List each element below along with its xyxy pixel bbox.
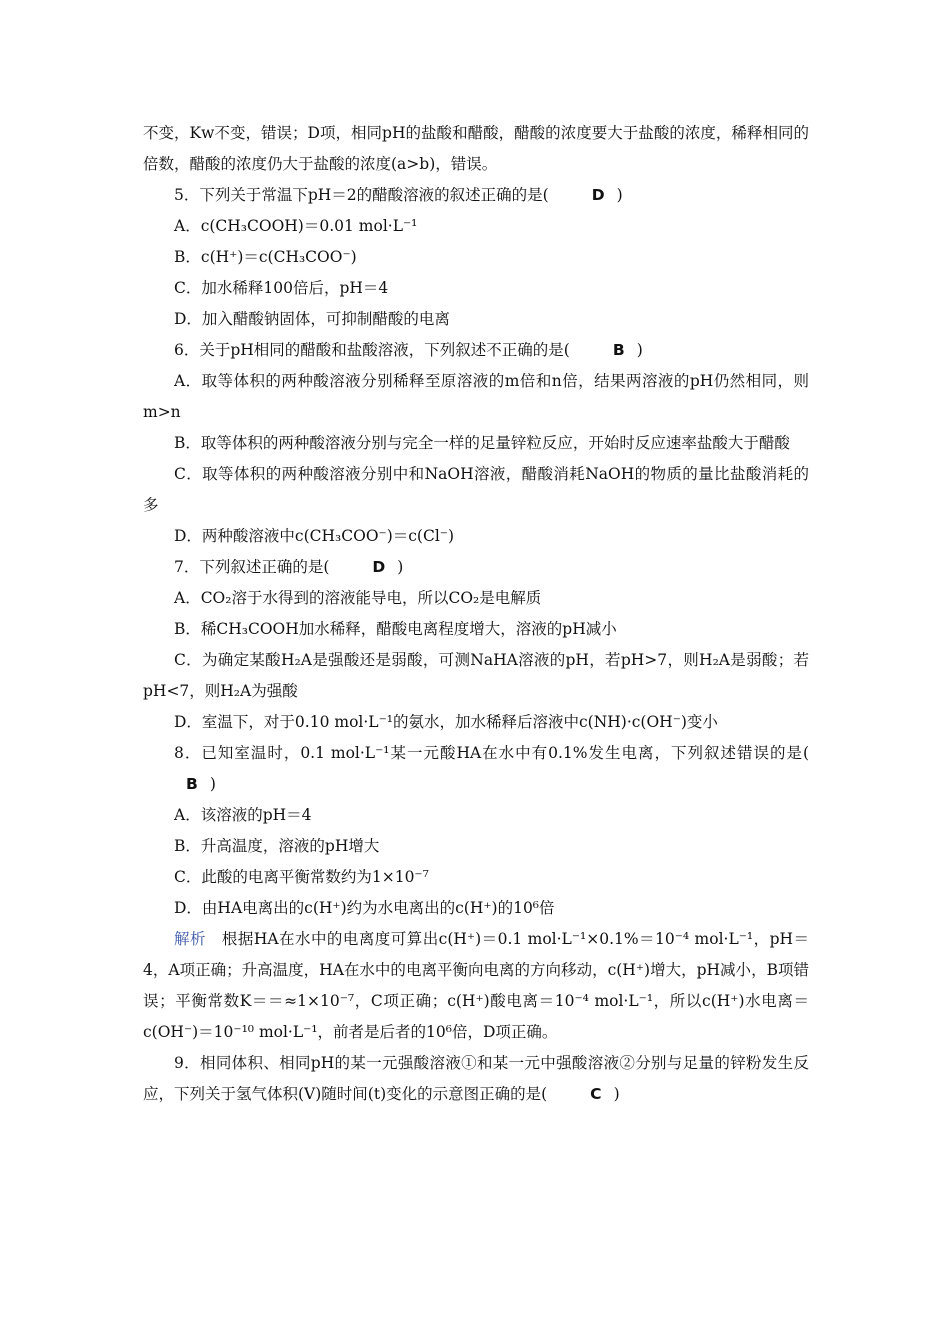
answer-5: D (591, 186, 605, 204)
option-8d: D．由HA电离出的c(H⁺)约为水电离出的c(H⁺)的10⁶倍 (174, 899, 555, 917)
option-7a: A．CO₂溶于水得到的溶液能导电，所以CO₂是电解质 (174, 589, 542, 607)
option-5d: D．加入醋酸钠固体，可抑制醋酸的电离 (174, 310, 450, 328)
answer-8: B (186, 775, 198, 793)
option-5a: A．c(CH₃COOH)＝0.01 mol·L⁻¹ (174, 217, 418, 235)
option-5b: B．c(H⁺)＝c(CH₃COO⁻) (174, 248, 357, 266)
option-6b: B．取等体积的两种酸溶液分别与完全一样的足量锌粒反应，开始时反应速率盐酸大于醋酸 (174, 434, 790, 452)
option-7c: C．为确定某酸H₂A是强酸还是弱酸，可测NaHA溶液的pH，若pH>7，则H₂A是弱酸；若pH<7，则H₂A为强酸 (143, 651, 809, 700)
question-9: 9．相同体积、相同pH的某一元强酸溶液①和某一元中强酸溶液②分别与足量的锌粉发生反应，下列关于氢气体积(V)随时间(t)变化的示意图正确的是( C ) (143, 1048, 809, 1110)
option-8a: A．该溶液的pH＝4 (174, 806, 312, 824)
analysis-text: 根据HA在水中的电离度可算出c(H⁺)＝0.1 mol·L⁻¹×0.1%＝10⁻⁴ mol·L⁻¹，pH＝4，A项正确；升高温度，HA在水中的电离平衡向电离的方向移动，c(H⁺)增大，pH减小，B项错误；平衡常数K＝＝≈1×10⁻⁷，C项正确；c(H⁺)酸电离＝10⁻⁴ mol·L⁻¹，所以c(H⁺)水电离＝c(OH⁻)＝10⁻¹⁰ mol·L⁻¹，前者是后者的10⁶倍，D项正确。 (143, 930, 809, 1041)
option-8c: C．此酸的电离平衡常数约为1×10⁻⁷ (174, 868, 429, 886)
analysis-label: 解析 (174, 930, 206, 948)
question-6: 6．关于pH相同的醋酸和盐酸溶液，下列叙述不正确的是( B ) (143, 335, 809, 366)
option-6a: A．取等体积的两种酸溶液分别稀释至原溶液的m倍和n倍，结果两溶液的pH仍然相同，则m>n (143, 372, 809, 421)
answer-6: B (612, 341, 625, 359)
option-7d: D．室温下，对于0.10 mol·L⁻¹的氨水，加水稀释后溶液中c(NH)·c(OH⁻)变小 (174, 713, 718, 731)
option-6d: D．两种酸溶液中c(CH₃COO⁻)＝c(Cl⁻) (174, 527, 455, 545)
answer-7: D (372, 558, 386, 576)
question-5: 5．下列关于常温下pH＝2的醋酸溶液的叙述正确的是( D ) (143, 180, 809, 211)
answer-9: C (590, 1085, 602, 1103)
document-body (143, 118, 809, 1110)
option-5c: C．加水稀释100倍后，pH＝4 (174, 279, 389, 297)
paragraph-continuation: 不变，Kw不变，错误；D项，相同pH的盐酸和醋酸，醋酸的浓度要大于盐酸的浓度，稀释相同的倍数，醋酸的浓度仍大于盐酸的浓度(a>b)，错误。 (143, 124, 809, 173)
option-8b: B．升高温度，溶液的pH增大 (174, 837, 380, 855)
question-8: 8．已知室温时，0.1 mol·L⁻¹某一元酸HA在水中有0.1%发生电离，下列叙述错误的是(B ) (143, 738, 809, 800)
option-6c: C．取等体积的两种酸溶液分别中和NaOH溶液，醋酸消耗NaOH的物质的量比盐酸消耗的多 (143, 465, 809, 514)
analysis (143, 924, 809, 1048)
option-7b: B．稀CH₃COOH加水稀释，醋酸电离程度增大，溶液的pH减小 (174, 620, 617, 638)
question-7: 7．下列叙述正确的是( D ) (143, 552, 809, 583)
